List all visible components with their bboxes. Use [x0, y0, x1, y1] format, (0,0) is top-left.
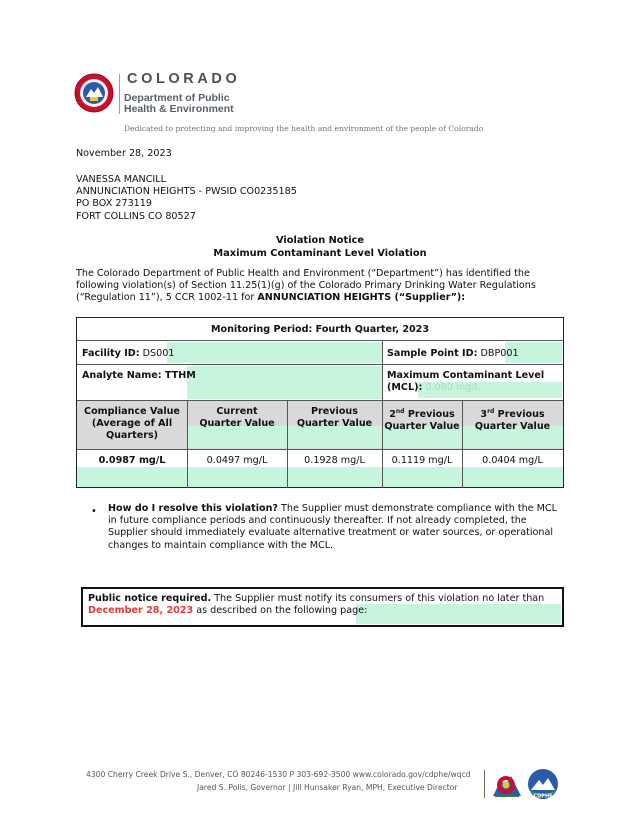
- resolve-paragraph: How do I resolve this violation? The Supplier must demonstrate compliance with the MCL in future compliance periods and continuously thereafter. If not already completed, the Supplier should immediately evaluate alternative treatment or water sources, or operational changes to maintain compliance with the MCL.: [108, 503, 557, 551]
- header-current-quarter: Current Quarter Value: [199, 406, 275, 429]
- notice-subtitle: Maximum Contaminant Level Violation: [213, 248, 427, 259]
- notice-title: Violation Notice: [275, 235, 365, 246]
- state-seal-icon: [74, 73, 114, 113]
- recipient-address: VANESSA MANCILL ANNUNCIATION HEIGHTS - PWSID CO0235185 PO BOX 273119 FORT COLLINS CO 80527: [76, 174, 297, 222]
- cdphe-logo-icon: [527, 768, 559, 800]
- sample-point-id: Sample Point ID: DBP001: [387, 348, 519, 359]
- header-2nd-previous-quarter: 2nd Previous Quarter Value: [384, 408, 460, 433]
- header-previous-quarter: Previous Quarter Value: [296, 406, 373, 429]
- analyte-name: Analyte Name: TTHM: [82, 370, 196, 381]
- svg-text:CDPHE: CDPHE: [533, 793, 553, 800]
- footer-address: 4300 Cherry Creek Drive S., Denver, CO 80246-1530 P 303-692-3500 www.colorado.gov/cdphe/wqcd: [86, 770, 471, 779]
- department-name: Department of Public Health & Environment: [124, 92, 234, 115]
- header-compliance-value: Compliance Value (Average of All Quarters): [84, 406, 180, 441]
- value-current-quarter: 0.0497 mg/L: [206, 455, 268, 466]
- tagline: Dedicated to protecting and improving the health and environment of the people of Colorado: [124, 124, 484, 133]
- colorado-flag-icon: [491, 770, 523, 798]
- facility-id: Facility ID: DS001: [82, 348, 175, 359]
- footer-officials: Jared S. Polis, Governor | Jill Hunsaker Ryan, MPH, Executive Director: [197, 783, 458, 792]
- letter-date: November 28, 2023: [76, 148, 172, 159]
- monitoring-period: Monitoring Period: Fourth Quarter, 2023: [210, 324, 430, 335]
- bullet-icon: •: [91, 506, 97, 517]
- header-3rd-previous-quarter: 3rd Previous Quarter Value: [474, 408, 551, 433]
- value-2nd-previous-quarter: 0.1119 mg/L: [391, 455, 453, 466]
- value-previous-quarter: 0.1928 mg/L: [304, 455, 365, 466]
- footer-divider: [484, 770, 485, 798]
- public-notice-text: Public notice required. The Supplier must notify its consumers of this violation no later than December 28, 2023 as described on the following page:: [88, 593, 545, 617]
- value-3rd-previous-quarter: 0.0404 mg/L: [482, 455, 543, 466]
- violation-table: [76, 317, 564, 488]
- mcl: Maximum Contaminant Level (MCL): 0.080 mg/L: [387, 370, 545, 393]
- header-divider: [119, 74, 120, 114]
- intro-paragraph: The Colorado Department of Public Health and Environment (“Department”) has identified the following violation(s) of Section 11.25(1)(g) of the Colorado Primary Drinking Water Regulations (“Regulation 11”), 5 CCR 1002-11 for ANNUNCIATION HEIGHTS (“Supplier”):: [76, 268, 536, 304]
- value-compliance: 0.0987 mg/L: [98, 455, 166, 466]
- notice-deadline: December 28, 2023: [88, 605, 194, 617]
- state-name: COLORADO: [127, 71, 241, 87]
